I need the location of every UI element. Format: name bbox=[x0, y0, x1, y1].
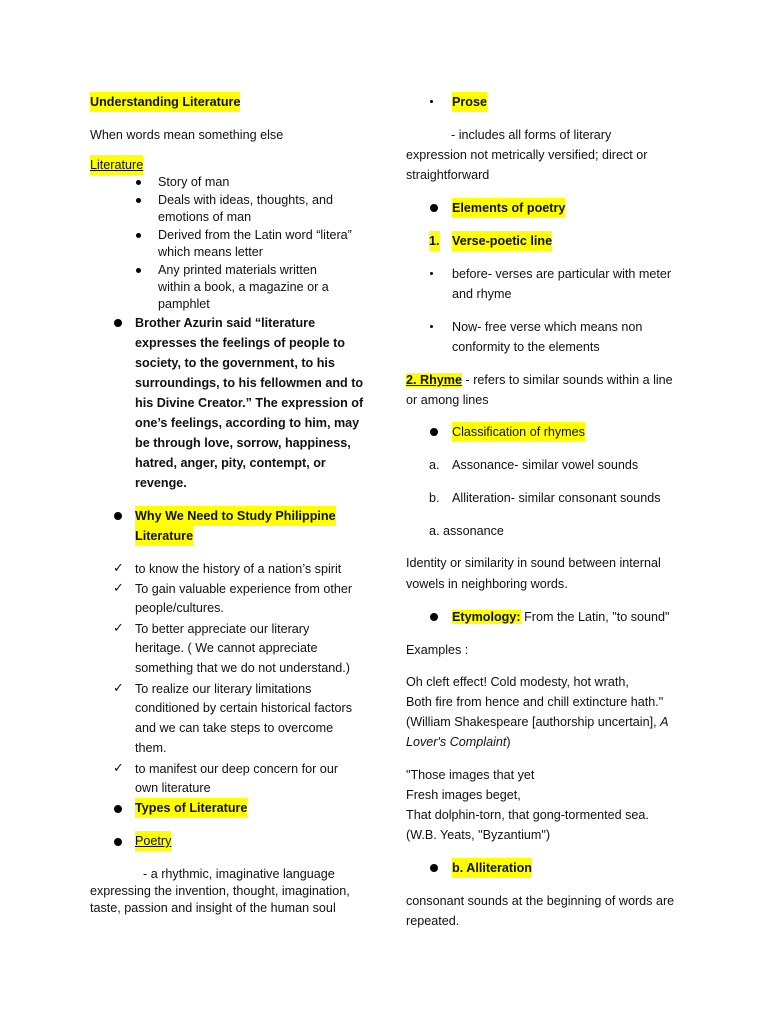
heading-line: Literature bbox=[135, 526, 193, 546]
paragraph-line: Brother Azurin said “literature bbox=[135, 316, 316, 330]
list-item: Derived from the Latin word “litera” bbox=[158, 228, 352, 242]
list-item: To realize our literary limitations bbox=[135, 682, 312, 696]
list-item: and we can take steps to overcome bbox=[135, 721, 334, 735]
paragraph-line: surroundings, to his fellowmen and to bbox=[135, 376, 364, 390]
paragraph-line: be through love, sorrow, happiness, bbox=[135, 436, 351, 450]
assonance-heading: a. assonance bbox=[429, 524, 504, 538]
list-item: Deals with ideas, thoughts, and bbox=[158, 193, 334, 207]
paragraph-line: expression not metrically versified; direct or bbox=[406, 148, 648, 162]
list-item: them. bbox=[135, 741, 167, 755]
list-item: pamphlet bbox=[158, 297, 210, 311]
quote-line: Oh cleft effect! Cold modesty, hot wrath, bbox=[406, 675, 629, 689]
list-item: to know the history of a nation’s spirit bbox=[135, 562, 342, 576]
checkmark-icon: ✓ bbox=[113, 760, 124, 775]
quote-line bbox=[406, 732, 511, 752]
paragraph-line: his Divine Creator.” The expression of bbox=[135, 396, 364, 410]
paragraph-line: repeated. bbox=[406, 914, 460, 928]
bullet-icon bbox=[430, 864, 438, 872]
paragraph-line: one’s feelings, according to him, may bbox=[135, 416, 360, 430]
list-item: within a book, a magazine or a bbox=[158, 280, 329, 294]
bullet-icon bbox=[114, 319, 122, 327]
paragraph-line: - refers to similar sounds within a line bbox=[462, 373, 673, 387]
page-title: Understanding Literature bbox=[90, 92, 240, 112]
types-heading: Types of Literature bbox=[135, 798, 247, 818]
paragraph-line: revenge. bbox=[135, 476, 187, 490]
bullet-icon bbox=[136, 268, 141, 273]
etymology-label: Etymology: bbox=[452, 610, 521, 624]
list-item: Story of man bbox=[158, 175, 230, 189]
bullet-icon bbox=[114, 838, 122, 846]
heading-line: Why We Need to Study Philippine bbox=[135, 506, 336, 526]
citation-text: ) bbox=[506, 735, 511, 749]
bullet-icon bbox=[430, 325, 433, 328]
list-item: To better appreciate our literary bbox=[135, 622, 310, 636]
bullet-icon bbox=[114, 512, 122, 520]
examples-label: Examples : bbox=[406, 643, 469, 657]
paragraph-line: expresses the feelings of people to bbox=[135, 336, 345, 350]
quote-line: (W.B. Yeats, "Byzantium") bbox=[406, 828, 551, 842]
list-item: something that we do not understand.) bbox=[135, 661, 350, 675]
literature-heading: Literature bbox=[90, 155, 143, 175]
paragraph-line: society, to the government, to his bbox=[135, 356, 335, 370]
list-item: conformity to the elements bbox=[452, 340, 600, 354]
list-item: which means letter bbox=[158, 245, 263, 259]
list-item: conditioned by certain historical factors bbox=[135, 701, 353, 715]
citation-title: Lover's Complaint bbox=[406, 735, 507, 749]
checkmark-icon: ✓ bbox=[113, 680, 124, 695]
bullet-icon bbox=[430, 204, 438, 212]
list-item: To gain valuable experience from other bbox=[135, 582, 353, 596]
list-marker: b. bbox=[429, 491, 440, 505]
rhyme-label: 2. Rhyme bbox=[406, 373, 462, 387]
list-item: emotions of man bbox=[158, 210, 252, 224]
verse-number: 1. bbox=[429, 231, 440, 251]
citation-text: (William Shakespeare [authorship uncertain], bbox=[406, 715, 661, 729]
paragraph-line: - a rhythmic, imaginative language bbox=[143, 867, 335, 881]
verse-heading: Verse-poetic line bbox=[452, 231, 552, 251]
paragraph-line: or among lines bbox=[406, 393, 489, 407]
bullet-icon bbox=[430, 100, 433, 103]
bullet-icon bbox=[136, 198, 141, 203]
list-item: Now- free verse which means non bbox=[452, 320, 643, 334]
paragraph-line: hatred, anger, pity, contempt, or bbox=[135, 456, 326, 470]
list-item: heritage. ( We cannot appreciate bbox=[135, 641, 318, 655]
citation-title: A bbox=[660, 715, 669, 729]
elements-heading: Elements of poetry bbox=[452, 198, 565, 218]
list-item: to manifest our deep concern for our bbox=[135, 762, 339, 776]
paragraph-line: - includes all forms of literary bbox=[451, 128, 612, 142]
checkmark-icon: ✓ bbox=[113, 620, 124, 635]
paragraph-line: straightforward bbox=[406, 168, 490, 182]
etymology-line bbox=[452, 607, 670, 627]
bullet-icon bbox=[430, 428, 438, 436]
prose-heading: Prose bbox=[452, 92, 487, 112]
checkmark-icon: ✓ bbox=[113, 560, 124, 575]
bullet-icon bbox=[114, 805, 122, 813]
list-item: own literature bbox=[135, 781, 211, 795]
quote-line: That dolphin-torn, that gong-tormented sea. bbox=[406, 808, 649, 822]
bullet-icon bbox=[430, 272, 433, 275]
bullet-icon bbox=[136, 180, 141, 185]
list-item: Alliteration- similar consonant sounds bbox=[452, 491, 661, 505]
quote-line bbox=[406, 712, 669, 732]
paragraph-line: taste, passion and insight of the human soul bbox=[90, 901, 336, 915]
paragraph-line: expressing the invention, thought, imagination, bbox=[90, 884, 350, 898]
list-item: people/cultures. bbox=[135, 601, 224, 615]
list-item: and rhyme bbox=[452, 287, 512, 301]
paragraph-line: consonant sounds at the beginning of words are bbox=[406, 894, 675, 908]
paragraph-line: Identity or similarity in sound between internal bbox=[406, 556, 661, 570]
quote-line: Both fire from hence and chill extincture hath." bbox=[406, 695, 664, 709]
poetry-heading: Poetry bbox=[135, 831, 171, 851]
bullet-icon bbox=[136, 233, 141, 238]
quote-line: Fresh images beget, bbox=[406, 788, 521, 802]
checkmark-icon: ✓ bbox=[113, 580, 124, 595]
list-item: Assonance- similar vowel sounds bbox=[452, 458, 639, 472]
bullet-icon bbox=[430, 613, 438, 621]
list-item: before- verses are particular with meter bbox=[452, 267, 672, 281]
alliteration-heading: b. Alliteration bbox=[452, 858, 532, 878]
subtitle: When words mean something else bbox=[90, 128, 284, 142]
paragraph-line: vowels in neighboring words. bbox=[406, 577, 568, 591]
classification-heading: Classification of rhymes bbox=[452, 422, 585, 442]
list-item: Any printed materials written bbox=[158, 263, 317, 277]
list-marker: a. bbox=[429, 458, 440, 472]
quote-line: "Those images that yet bbox=[406, 768, 535, 782]
etymology-text: From the Latin, "to sound" bbox=[520, 610, 670, 624]
